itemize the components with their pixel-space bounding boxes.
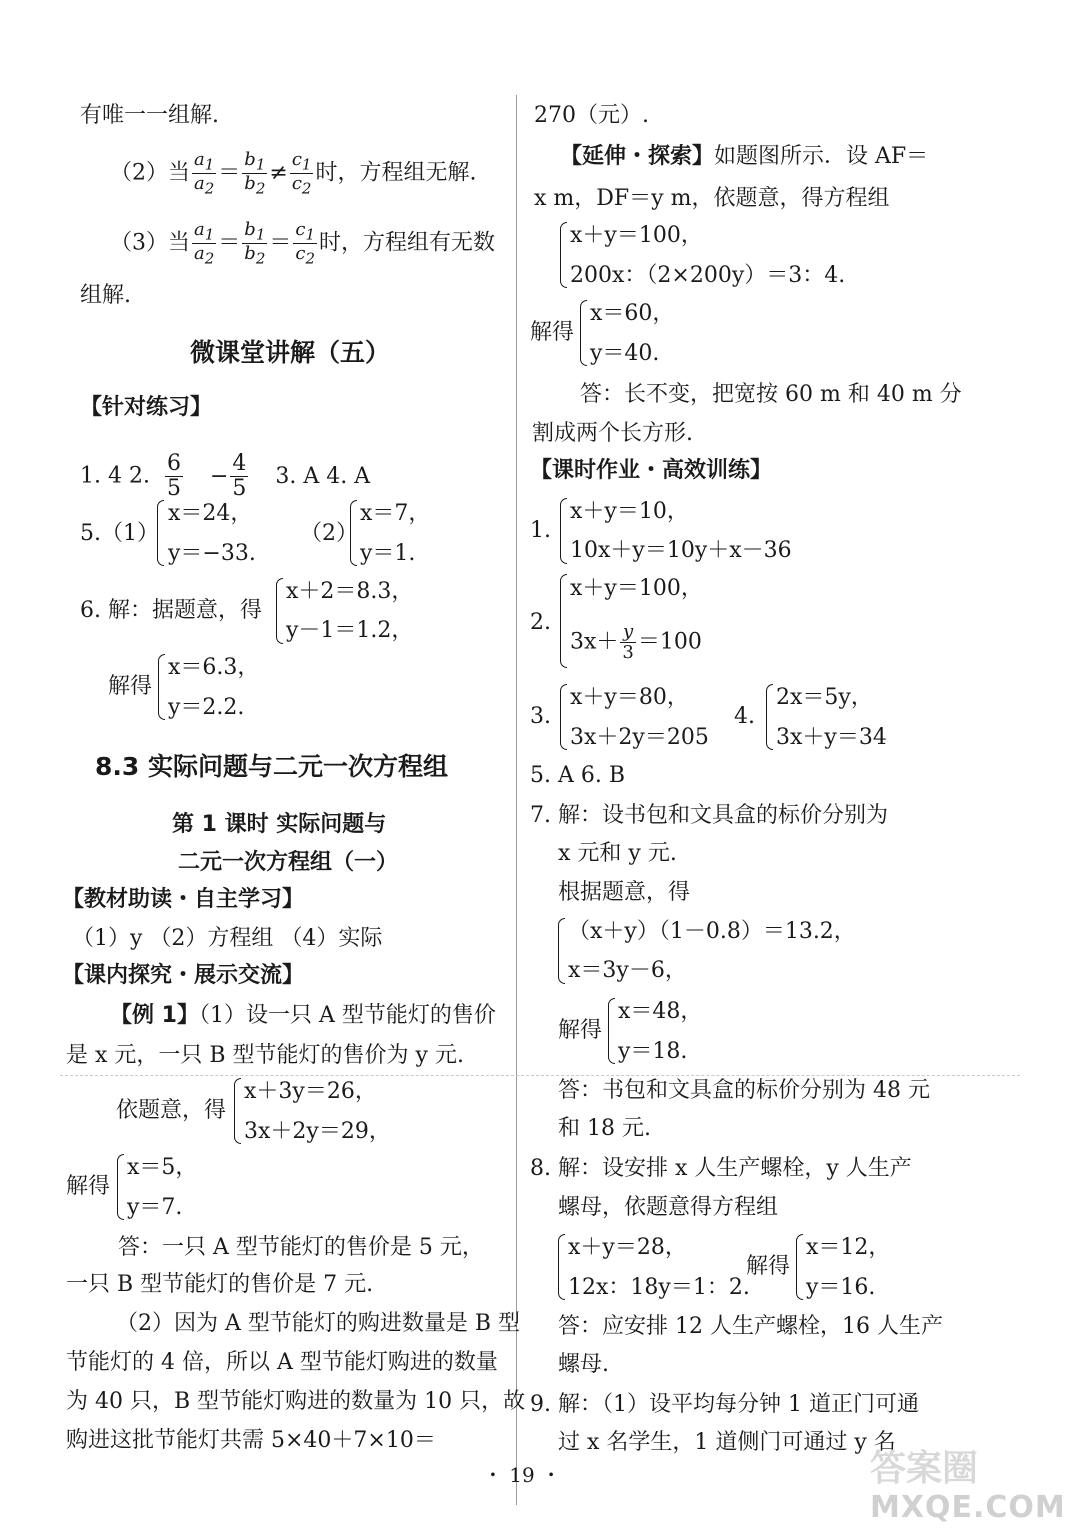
equation: 10x＋y＝10y＋x－36: [570, 538, 792, 563]
fraction: $\frac{6}{5}$: [166, 451, 181, 502]
equation: x＋y＝100，: [570, 576, 703, 601]
text-line: x m，DF＝y m，依题意，得方程组: [534, 186, 890, 211]
equation: x＝60，: [590, 301, 675, 326]
text-line: 答：一只 A 型节能灯的售价是 5 元，: [118, 1235, 484, 1260]
equation: x＋3y＝26，: [244, 1079, 377, 1104]
lesson-title: 第 1 课时 实际问题与: [172, 812, 387, 837]
equation: （x＋y）（1－0.8）＝13.2，: [568, 919, 856, 944]
brace: [560, 574, 567, 668]
example-line: [110, 1005, 496, 1027]
equation: y＝7.: [127, 1195, 183, 1220]
equation: x＝5，: [127, 1155, 198, 1180]
text-line: 答：应安排 12 人生产螺栓，16 人生产: [558, 1314, 943, 1339]
text-line: 270（元）.: [534, 103, 649, 128]
answer-1-2: [80, 452, 370, 501]
extension-line: [560, 146, 928, 168]
solution-label: 解得: [108, 674, 153, 699]
watermark-url: MXQE.COM: [870, 1490, 1066, 1525]
brace: [117, 1154, 124, 1220]
text: 1. 4 2.: [80, 463, 150, 489]
text-line: 组解.: [80, 283, 131, 308]
text-line: 螺母，依题意得方程组: [558, 1195, 779, 1220]
text-line: 有唯一一组解.: [80, 103, 219, 128]
text-line: 7. 解：设书包和文具盒的标价分别为: [530, 803, 888, 828]
equation: x＝24，: [168, 501, 253, 526]
equation: 200x：（2×200y）＝3：4.: [570, 263, 846, 288]
fraction: $\frac{4}{5}$: [232, 451, 247, 502]
section-heading: 【课时作业・高效训练】: [530, 458, 773, 483]
equation: y－1＝1.2，: [286, 618, 414, 643]
section-heading: 【课内探究・展示交流】: [62, 963, 305, 988]
answer-line: 5. A 6. B: [530, 763, 626, 788]
brace: [608, 998, 615, 1064]
text-line: 过 x 名学生，1 道侧门可通过 y 名: [558, 1430, 896, 1455]
equation: [570, 622, 702, 663]
section-title: 微课堂讲解（五）: [190, 338, 391, 367]
extension-heading: 【延伸・探索】: [560, 144, 715, 169]
fraction: $\frac{b_1}{b_2}$: [244, 219, 266, 268]
hw-label: 3.: [530, 704, 551, 729]
text-line: 答：长不变，把宽按 60 m 和 40 m 分: [580, 382, 962, 407]
brace: [560, 684, 567, 750]
brace: [558, 918, 565, 984]
equation: y＝2.2.: [168, 695, 245, 720]
brace: [157, 500, 164, 566]
column-divider: [516, 95, 517, 1505]
hw-label: 1.: [530, 518, 551, 543]
brace: [350, 500, 357, 566]
brace: [560, 222, 567, 288]
condition-no-solution: （2）当 $\frac{a_1}{a_2}$ ＝ $\frac{b_1}{b_2}$ ≠ $\frac{c_1}{c_2}$ 时，方程组无解.: [110, 149, 477, 198]
equation: y＝−33.: [168, 541, 256, 566]
brace: [558, 1234, 565, 1300]
brace: [158, 654, 165, 720]
text: 时，方程组无解.: [315, 160, 477, 186]
text-line: 根据题意，得: [558, 880, 691, 905]
equation: x＝3y－6，: [568, 958, 687, 983]
chapter-title: 8.3 实际问题与二元一次方程组: [95, 752, 448, 781]
text-line: 螺母.: [558, 1352, 609, 1377]
watermark-logo: 答案圈: [870, 1448, 979, 1489]
fraction: $\frac{a_1}{a_2}$: [194, 149, 215, 198]
answer-line: （1）y （2）方程组 （4）实际: [72, 926, 383, 951]
text-line: 答：书包和文具盒的标价分别为 48 元: [558, 1078, 930, 1103]
sys-label: 依题意，得: [116, 1098, 227, 1123]
brace: [276, 578, 283, 644]
section-heading: 【教材助读・自主学习】: [62, 887, 305, 912]
equation: x＋y＝100，: [570, 223, 703, 248]
equation: x＋y＝80，: [570, 685, 689, 710]
text: 时，方程组有无数: [319, 230, 496, 256]
equation: x＝12，: [806, 1235, 891, 1260]
text-line: 割成两个长方形.: [532, 421, 693, 446]
solution-label: 解得: [558, 1018, 603, 1043]
fraction: $\frac{c_1}{c_2}$: [295, 219, 316, 268]
equation: x＝6.3，: [168, 655, 260, 680]
equation: x＋y＝10，: [570, 499, 689, 524]
minus: −: [209, 463, 229, 489]
brace: [234, 1078, 241, 1144]
fraction: $\frac{y}{3}$: [622, 621, 634, 663]
text-line: 9. 解：（1）设平均每分钟 1 道正门可通: [530, 1392, 919, 1417]
equation: y＝1.: [360, 541, 416, 566]
equation: 3x＋y＝34: [776, 725, 887, 750]
q6-label: 6. 解：据题意，得: [80, 598, 262, 623]
brace: [560, 498, 567, 564]
brace: [796, 1234, 803, 1300]
fraction: $\frac{b_1}{b_2}$: [244, 149, 266, 198]
equation: y＝40.: [590, 341, 660, 366]
text-line: 购进这批节能灯共需 5×40＋7×10＝: [66, 1428, 436, 1453]
brace: [766, 684, 773, 750]
text-line: 和 18 元.: [558, 1116, 651, 1141]
text: （2）当: [110, 160, 190, 186]
text: （1）设一只 A 型节能灯的售价: [198, 1003, 496, 1028]
solution-label: 解得: [530, 320, 575, 345]
text: ＝100: [637, 629, 702, 655]
equation: 3x＋2y＝205: [570, 725, 709, 750]
equation: x＋y＝28，: [568, 1235, 687, 1260]
solution-label: 解得: [66, 1174, 111, 1199]
text-line: x 元和 y 元.: [558, 841, 677, 866]
q5-label: 5.（1）: [80, 521, 159, 546]
equation: x＋2＝8.3，: [286, 579, 414, 604]
text: 3x＋: [570, 629, 619, 655]
text-line: 8. 解：设安排 x 人生产螺栓，y 人生产: [530, 1156, 912, 1181]
example-label: 【例 1】: [110, 1003, 199, 1028]
section-heading: 【针对练习】: [80, 395, 213, 420]
fold-line: [60, 1075, 1020, 1076]
text-line: 是 x 元，一只 B 型节能灯的售价为 y 元.: [66, 1043, 464, 1068]
text: （3）当: [110, 230, 190, 256]
fraction: $\frac{a_1}{a_2}$: [194, 219, 215, 268]
page-number: ・ 19 ・: [482, 1463, 562, 1487]
text-line: （2）因为 A 型节能灯的购进数量是 B 型: [116, 1311, 521, 1336]
text-line: 一只 B 型节能灯的售价是 7 元.: [66, 1272, 374, 1297]
condition-infinite: （3）当 $\frac{a_1}{a_2}$ ＝ $\frac{b_1}{b_2}$ ＝ $\frac{c_1}{c_2}$ 时，方程组有无数: [110, 219, 496, 268]
text: 如题图所示．设 AF＝: [714, 144, 929, 169]
equation: 3x＋2y＝29，: [244, 1119, 391, 1144]
hw-label: 2.: [530, 610, 551, 635]
lesson-subtitle: 二元一次方程组（一）: [178, 850, 399, 875]
text-line: 为 40 只，B 型节能灯购进的数量为 10 只，故: [66, 1389, 526, 1414]
equation: 2x＝5y，: [776, 685, 873, 710]
text: 3. A 4. A: [275, 463, 371, 489]
hw-label: 4.: [734, 704, 755, 729]
brace: [580, 300, 587, 366]
equation: 12x：18y＝1：2.: [568, 1275, 750, 1300]
text-line: 节能灯的 4 倍，所以 A 型节能灯购进的数量: [66, 1350, 498, 1375]
fraction: $\frac{c_1}{c_2}$: [291, 149, 312, 198]
solution-label: 解得: [746, 1254, 791, 1279]
equation: y＝18.: [618, 1039, 688, 1064]
equation: x＝7，: [360, 501, 431, 526]
q5b-label: （2）: [300, 521, 358, 546]
equation: x＝48，: [618, 999, 703, 1024]
equation: y＝16.: [806, 1275, 876, 1300]
